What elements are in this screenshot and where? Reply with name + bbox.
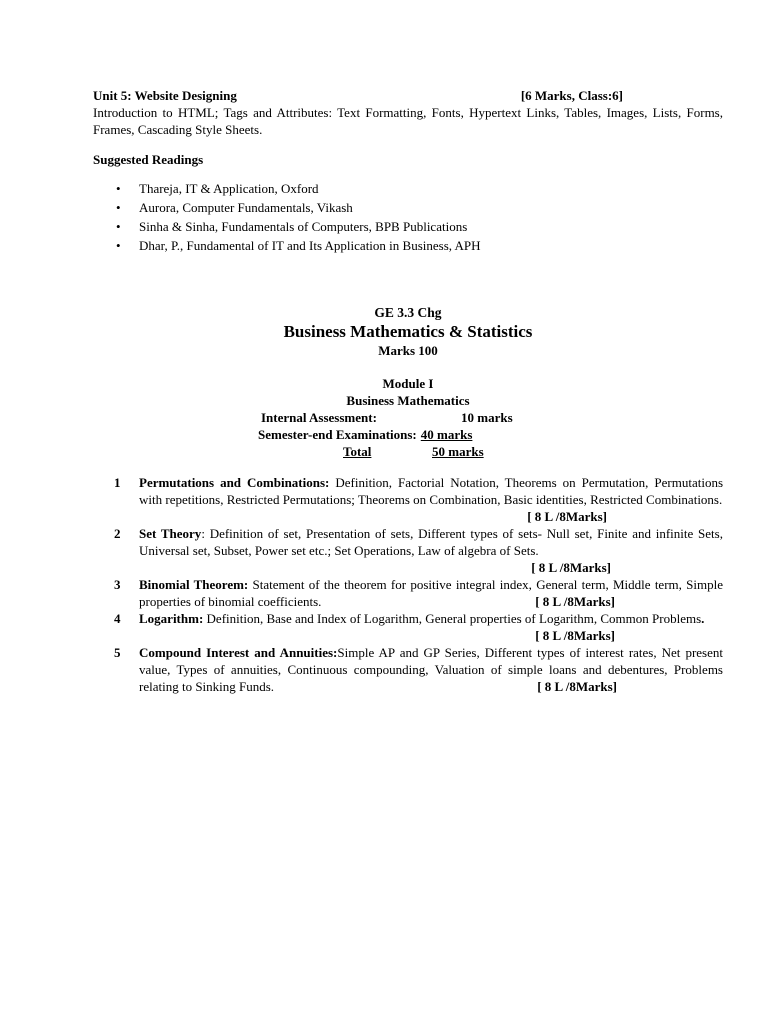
topic-item (93, 644, 723, 695)
topic-number: 1 (114, 475, 121, 490)
topic-item (93, 474, 723, 525)
topic-text: : Definition of set, Presentation of sets, Different types of sets- Null set, Finite and infinite Sets, Universal set, Subset, Power set etc.; Set Operations, Law of algebra of Sets. (139, 526, 723, 558)
topic-number: 2 (114, 526, 121, 541)
module-subtitle: Business Mathematics (346, 393, 470, 408)
topic-item: 4 Logarithm: Definition, Base and Index of Logarithm, General properties of Logarithm, Common Problems. [ 8 L /8Marks] (93, 610, 723, 644)
topic-text: Definition, Factorial Notation, Theorems on Permutation, Permutations with repetitions, Restricted Permutations; Theorems on Combination, Basic identities, Restricted Combinations. (139, 475, 723, 507)
unit5-title: Unit 5: Website Designing (93, 88, 237, 103)
reading-item: • Aurora, Computer Fundamentals, Vikash (116, 200, 353, 215)
reading-item: • Thareja, IT & Application, Oxford (116, 181, 319, 196)
reading-item: • Dhar, P., Fundamental of IT and Its Application in Business, APH (116, 238, 481, 253)
reading-item: • Sinha & Sinha, Fundamentals of Computers, BPB Publications (116, 219, 468, 234)
topic-marks: [ 8 L /8Marks] (527, 509, 607, 524)
course-title: Business Mathematics & Statistics (283, 322, 533, 341)
unit5-marks: [6 Marks, Class:6] (520, 88, 623, 103)
topic-heading: Permutations and Combinations: (139, 475, 330, 490)
bullet-icon: • (116, 200, 121, 215)
bullet-icon: • (116, 219, 121, 234)
course-code: GE 3.3 Chg (374, 305, 442, 320)
bullet-icon: • (116, 238, 121, 253)
topic-number: 3 (114, 577, 121, 592)
topic-list (93, 474, 723, 695)
readings-title: Suggested Readings (93, 152, 204, 167)
topic-item (93, 525, 723, 576)
unit5-heading (93, 87, 723, 104)
topic-marks: [ 8 L /8Marks] (537, 679, 617, 694)
assessment-row-semester: Semester-end Examinations: 40 marks (258, 427, 473, 442)
document-page (93, 87, 723, 695)
assessment-row-internal: Internal Assessment: 10 marks (261, 410, 513, 425)
topic-marks: [ 8 L /8Marks] (531, 560, 611, 575)
topic-heading: Binomial Theorem: (139, 577, 249, 592)
topic-heading: Set Theory (139, 526, 202, 541)
readings-list (93, 180, 723, 256)
topic-marks: [ 8 L /8Marks] (535, 594, 615, 609)
assessment-table (258, 409, 558, 460)
course-marks: Marks 100 (378, 343, 438, 358)
topic-heading: Logarithm: (139, 611, 204, 626)
topic-text: Definition, Base and Index of Logarithm, General properties of Logarithm, Common Problems (203, 611, 702, 626)
topic-number: 5 (114, 645, 121, 660)
topic-heading: Compound Interest and Annuities: (139, 645, 338, 660)
assessment-row-total: Total 50 marks (343, 444, 484, 459)
topic-marks: [ 8 L /8Marks] (535, 628, 615, 643)
topic-text: Statement of the theorem for positive integral index, General term, Middle term, Simple properties of binomial coefficients. (139, 577, 724, 609)
topic-number: 4 (114, 611, 121, 626)
topic-text: Simple AP and GP Series, Different types of interest rates, Net present value, Types of annuities, Continuous compounding, Valuation of simple loans and debentures, Problems relating to Sinking Funds. (139, 645, 723, 694)
module-name: Module I (382, 376, 434, 391)
bullet-icon: • (116, 181, 121, 196)
unit5-description: Introduction to HTML; Tags and Attributes: Text Formatting, Fonts, Hypertext Links, Tables, Images, Lists, Forms, Frames, Cascading Style Sheets. (93, 105, 723, 137)
topic-item (93, 576, 723, 610)
